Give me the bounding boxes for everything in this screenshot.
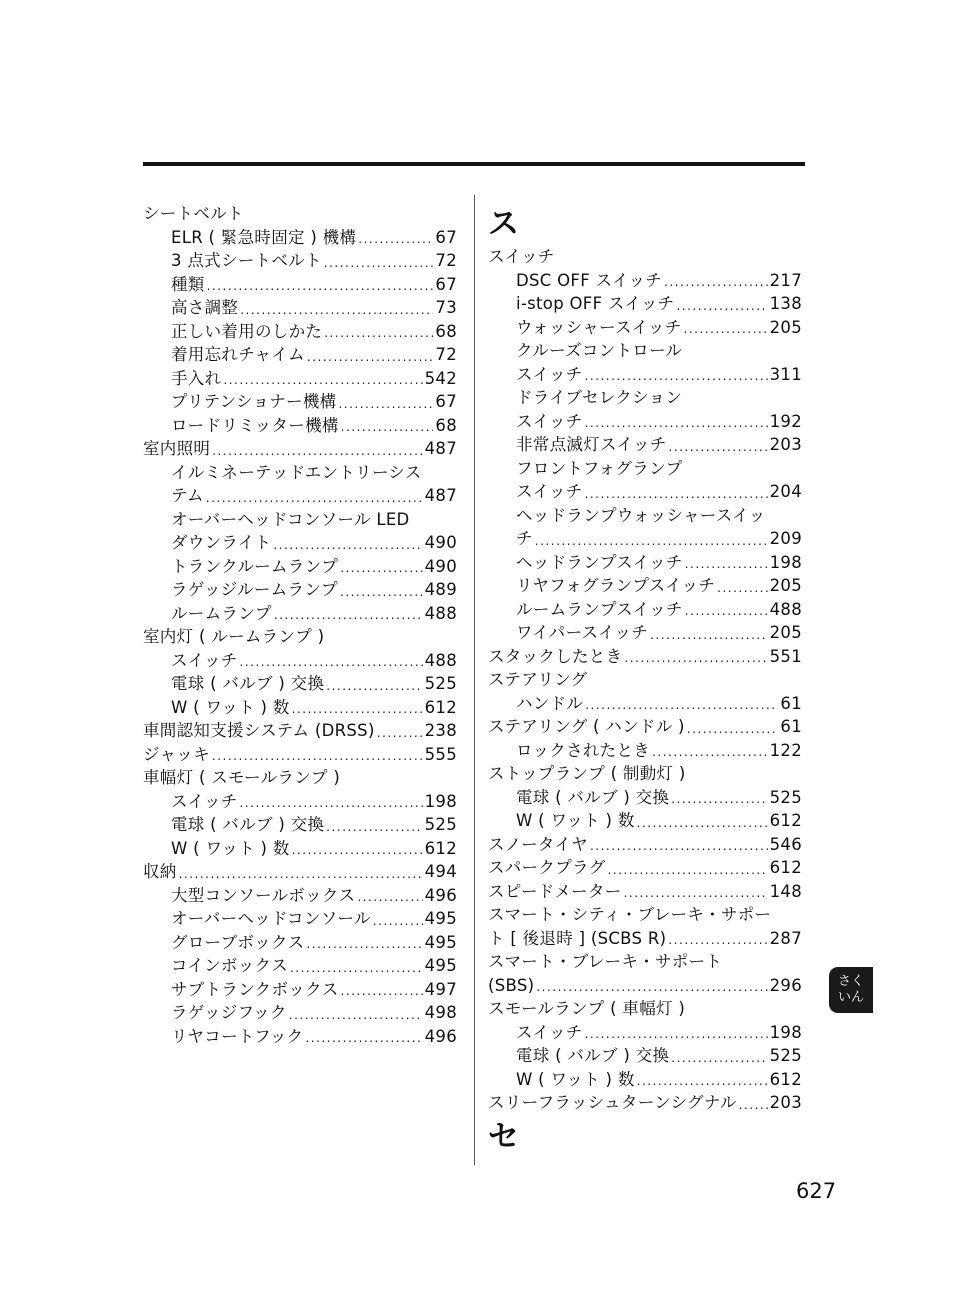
- entry-text: W ( ワット ) 数: [516, 1069, 635, 1089]
- index-subentry: [488, 339, 802, 363]
- dot-leader: [290, 959, 423, 978]
- dot-leader: [377, 724, 423, 743]
- entry-text: ハンドル: [516, 693, 584, 713]
- index-subentry: [143, 649, 457, 673]
- entry-page-number: 525: [424, 815, 457, 834]
- index-subentry: [143, 672, 457, 696]
- index-subentry: [143, 837, 457, 861]
- entry-page-number: 61: [780, 693, 802, 713]
- index-subentry: [143, 296, 457, 320]
- entry-text: スタックしたとき: [488, 646, 623, 666]
- entry-text: W ( ワット ) 数: [171, 697, 290, 717]
- dot-leader: [212, 747, 423, 766]
- entry-page-number: 72: [435, 345, 457, 364]
- entry-text: ELR ( 緊急時固定 ) 機構: [171, 227, 357, 247]
- entry-page-number: 487: [424, 486, 457, 505]
- dot-leader: [650, 626, 768, 645]
- index-subentry: [488, 363, 802, 387]
- entry-text: i-stop OFF スイッチ: [516, 294, 675, 313]
- dot-leader: [739, 1096, 768, 1115]
- index-entry: [488, 856, 802, 880]
- top-rule: [143, 162, 805, 166]
- entry-page-number: 217: [769, 270, 802, 290]
- index-subentry: [143, 320, 457, 344]
- dot-leader: [671, 1049, 767, 1068]
- dot-leader: [338, 395, 433, 414]
- entry-text: (SBS): [488, 975, 535, 995]
- index-subentry: [143, 696, 457, 720]
- entry-text: DSC OFF スイッチ: [516, 270, 663, 290]
- dot-leader: [307, 348, 433, 367]
- index-subentry: [488, 292, 802, 316]
- dot-leader: [652, 743, 768, 762]
- entry-text: スリーフラッシュターンシグナル: [488, 1093, 737, 1112]
- dot-leader: [624, 649, 767, 668]
- entry-text: グローブボックス: [171, 932, 305, 952]
- dot-leader: [585, 696, 778, 715]
- index-subentry: [143, 461, 457, 485]
- index-subentry: [488, 1044, 802, 1068]
- entry-page-number: 72: [435, 251, 457, 270]
- index-entry: [488, 762, 802, 786]
- dot-leader: [289, 1006, 423, 1025]
- entry-page-number: 287: [769, 928, 802, 948]
- entry-page-number: 525: [769, 787, 802, 807]
- dot-leader: [668, 931, 767, 950]
- dot-leader: [240, 794, 423, 813]
- entry-page-number: 488: [769, 599, 802, 619]
- dot-leader: [671, 790, 767, 809]
- page-number: 627: [796, 1179, 837, 1203]
- entry-page-number: 122: [769, 740, 802, 760]
- index-subentry: [143, 954, 457, 978]
- entry-page-number: 209: [769, 529, 802, 548]
- entry-text: ト [ 後退時 ] (SCBS R): [488, 928, 667, 948]
- entry-text: ラゲッジフック: [171, 1003, 287, 1022]
- index-entry: [488, 974, 802, 998]
- dot-leader: [373, 912, 423, 931]
- dot-leader: [717, 579, 767, 598]
- entry-page-number: 488: [424, 603, 457, 623]
- dot-leader: [637, 814, 768, 833]
- entry-text: ロックされたとき: [516, 740, 651, 760]
- entry-page-number: 490: [424, 556, 457, 576]
- dot-leader: [585, 414, 768, 433]
- index-subentry: [143, 508, 457, 532]
- entry-page-number: 546: [769, 834, 802, 854]
- entry-page-number: 612: [424, 838, 457, 858]
- entry-text: 車間認知支援システム (DRSS): [143, 721, 375, 740]
- entry-page-number: 496: [424, 885, 457, 905]
- entry-text: W ( ワット ) 数: [171, 838, 290, 858]
- index-subentry: [143, 484, 457, 508]
- entry-text: スイッチ: [516, 482, 583, 501]
- entry-text: 大型コンソールボックス: [171, 885, 356, 905]
- index-subentry: [488, 504, 802, 528]
- entry-text: 種類: [171, 274, 205, 294]
- entry-text: プリテンショナー機構: [171, 392, 337, 411]
- index-entry: [143, 719, 457, 743]
- entry-page-number: 138: [769, 294, 802, 313]
- index-entry: [488, 668, 802, 692]
- entry-page-number: 67: [435, 227, 457, 247]
- dot-leader: [274, 606, 423, 625]
- entry-text: 手入れ: [171, 368, 222, 388]
- entry-text: 電球 ( バルブ ) 交換: [516, 787, 670, 807]
- dot-leader: [585, 485, 768, 504]
- dot-leader: [358, 230, 433, 249]
- entry-page-number: 498: [424, 1003, 457, 1022]
- index-entry: [488, 950, 802, 974]
- entry-text: ダウンライト: [171, 533, 272, 552]
- entry-page-number: 489: [424, 580, 457, 599]
- index-subentry: [143, 249, 457, 273]
- dot-leader: [340, 583, 423, 602]
- entry-text: リヤコートフック: [171, 1026, 304, 1046]
- dot-leader: [664, 273, 767, 292]
- index-subentry: [143, 931, 457, 955]
- dot-leader: [341, 982, 423, 1001]
- entry-text: ウォッシャースイッチ: [516, 317, 682, 337]
- entry-text: 電球 ( バルブ ) 交換: [171, 674, 325, 693]
- index-subentry: [488, 809, 802, 833]
- entry-page-number: 204: [769, 482, 802, 501]
- entry-page-number: 488: [424, 650, 457, 670]
- entry-page-number: 487: [424, 439, 457, 458]
- dot-leader: [326, 818, 422, 837]
- dot-leader: [687, 720, 779, 739]
- entry-page-number: 490: [424, 533, 457, 552]
- entry-text: W ( ワット ) 数: [516, 811, 635, 830]
- entry-page-number: 68: [435, 415, 457, 435]
- index-subentry: [488, 316, 802, 340]
- entry-text: 室内灯 ( ルームランプ ): [143, 627, 325, 646]
- entry-text: 着用忘れチャイム: [171, 345, 305, 364]
- dot-leader: [340, 559, 422, 578]
- index-entry: [488, 1091, 802, 1115]
- entry-page-number: 612: [769, 858, 802, 877]
- index-subentry: [143, 273, 457, 297]
- dot-leader: [357, 888, 422, 907]
- index-column-left: [143, 202, 457, 1048]
- index-entry: [143, 860, 457, 884]
- entry-page-number: 296: [769, 975, 802, 995]
- dot-leader: [624, 884, 768, 903]
- dot-leader: [326, 677, 422, 696]
- entry-text: ステアリング: [488, 670, 588, 689]
- entry-text: リヤフォグランプスイッチ: [516, 576, 716, 595]
- index-subentry: [488, 786, 802, 810]
- index-entry: [488, 645, 802, 669]
- dot-leader: [608, 861, 768, 880]
- entry-text: 車幅灯 ( スモールランプ ): [143, 768, 341, 787]
- entry-text: 3 点式シートベルト: [171, 251, 322, 270]
- entry-text: スノータイヤ: [488, 834, 588, 854]
- entry-text: スイッチ: [516, 411, 583, 431]
- dot-leader: [223, 371, 422, 390]
- dot-leader: [685, 555, 768, 574]
- dot-leader: [292, 841, 423, 860]
- entry-text: ドライブセレクション: [516, 388, 683, 407]
- entry-text: チ: [516, 529, 533, 548]
- dot-leader: [585, 367, 768, 386]
- entry-text: ストップランプ ( 制動灯 ): [488, 764, 686, 783]
- dot-leader: [535, 532, 768, 551]
- entry-text: クルーズコントロール: [516, 341, 683, 360]
- entry-page-number: 203: [769, 1093, 802, 1112]
- index-subentry: [143, 555, 457, 579]
- entry-page-number: 148: [769, 881, 802, 901]
- index-column-right: [488, 205, 802, 1115]
- entry-text: オーバーヘッドコンソール: [171, 909, 371, 928]
- entry-page-number: 67: [435, 274, 457, 294]
- entry-text: スイッチ: [171, 791, 238, 811]
- index-entry: [488, 880, 802, 904]
- entry-text: トランクルームランプ: [171, 556, 339, 576]
- entry-text: ロードリミッター機構: [171, 415, 339, 435]
- entry-text: 正しい着用のしかた: [171, 321, 323, 341]
- index-subentry: [143, 343, 457, 367]
- dot-leader: [305, 1029, 422, 1048]
- entry-text: フロントフォグランプ: [516, 458, 683, 478]
- entry-text: オーバーヘッドコンソール LED: [171, 509, 410, 529]
- index-side-tab[interactable]: [829, 967, 873, 1013]
- entry-page-number: 495: [424, 932, 457, 952]
- index-subentry: [143, 226, 457, 250]
- entry-page-number: 205: [769, 576, 802, 595]
- index-subentry: [488, 739, 802, 763]
- entry-text: シートベルト: [143, 204, 244, 223]
- dot-leader: [637, 1072, 768, 1091]
- entry-text: スモールランプ ( 車幅灯 ): [488, 999, 686, 1018]
- dot-leader: [585, 1025, 768, 1044]
- dot-leader: [207, 277, 434, 296]
- entry-page-number: 555: [424, 744, 457, 764]
- dot-leader: [179, 865, 423, 884]
- entry-text: スマート・ブレーキ・サポート: [488, 952, 723, 971]
- entry-text: スイッチ: [171, 650, 238, 670]
- entry-page-number: 205: [769, 623, 802, 642]
- entry-text: ルームランプ: [171, 603, 272, 623]
- dot-leader: [590, 837, 768, 856]
- dot-leader: [240, 653, 423, 672]
- dot-leader: [324, 324, 433, 343]
- entry-page-number: 73: [435, 298, 457, 317]
- index-subentry: [143, 367, 457, 391]
- index-subentry: [143, 790, 457, 814]
- index-subentry: [143, 1001, 457, 1025]
- entry-text: 収納: [143, 862, 177, 881]
- index-subentry: [143, 414, 457, 438]
- entry-text: ステアリング ( ハンドル ): [488, 717, 685, 736]
- index-subentry: [143, 907, 457, 931]
- dot-leader: [306, 935, 422, 954]
- entry-page-number: 198: [769, 1022, 802, 1042]
- entry-text: ジャッキ: [143, 744, 210, 764]
- entry-page-number: 203: [769, 435, 802, 454]
- dot-leader: [676, 297, 767, 316]
- index-subentry: [488, 433, 802, 457]
- index-entry: [488, 997, 802, 1021]
- index-subentry: [488, 1021, 802, 1045]
- entry-page-number: 192: [769, 411, 802, 431]
- entry-page-number: 551: [769, 646, 802, 666]
- index-subentry: [488, 386, 802, 410]
- entry-text: コインボックス: [171, 956, 288, 975]
- index-subentry: [488, 1068, 802, 1092]
- index-subentry: [143, 884, 457, 908]
- index-subentry: [488, 692, 802, 716]
- dot-leader: [669, 438, 768, 457]
- entry-text: ヘッドランプウォッシャースイッ: [516, 505, 766, 525]
- entry-text: スマート・シティ・ブレーキ・サポー: [488, 905, 772, 924]
- entry-page-number: 494: [424, 862, 457, 881]
- dot-leader: [212, 442, 422, 461]
- entry-page-number: 525: [769, 1046, 802, 1065]
- entry-text: ヘッドランプスイッチ: [516, 552, 683, 572]
- side-tab-line-1: さく: [837, 974, 864, 989]
- index-subentry: [488, 621, 802, 645]
- index-entry: [488, 245, 802, 269]
- index-subentry: [488, 457, 802, 481]
- index-subentry: [143, 602, 457, 626]
- entry-text: スイッチ: [488, 247, 555, 266]
- entry-page-number: 61: [780, 717, 802, 736]
- dot-leader: [536, 978, 767, 997]
- index-subentry: [488, 551, 802, 575]
- index-entry: [488, 715, 802, 739]
- entry-page-number: 612: [769, 1069, 802, 1089]
- index-entry: [143, 625, 457, 649]
- index-entry: [143, 743, 457, 767]
- entry-text: テム: [171, 486, 204, 505]
- entry-page-number: 311: [769, 364, 802, 384]
- index-subentry: [488, 527, 802, 551]
- entry-page-number: 612: [769, 811, 802, 830]
- index-subentry: [488, 598, 802, 622]
- entry-page-number: 525: [424, 674, 457, 693]
- index-subentry: [143, 578, 457, 602]
- entry-text: 非常点滅灯スイッチ: [516, 435, 667, 454]
- entry-page-number: 542: [424, 368, 457, 388]
- entry-text: ラゲッジルームランプ: [171, 580, 338, 599]
- entry-text: ルームランプスイッチ: [516, 599, 683, 619]
- index-subentry: [143, 978, 457, 1002]
- index-subentry: [488, 574, 802, 598]
- dot-leader: [206, 489, 423, 508]
- entry-page-number: 497: [424, 979, 457, 999]
- dot-leader: [685, 602, 768, 621]
- index-entry: [488, 903, 802, 927]
- entry-text: イルミネーテッドエントリーシス: [171, 462, 422, 482]
- index-subentry: [488, 410, 802, 434]
- entry-page-number: 495: [424, 909, 457, 928]
- entry-page-number: 205: [769, 317, 802, 337]
- index-subentry: [143, 1025, 457, 1049]
- dot-leader: [240, 301, 433, 320]
- entry-text: スイッチ: [516, 1022, 583, 1042]
- entry-text: 高さ調整: [171, 298, 239, 317]
- entry-text: スパークプラグ: [488, 858, 606, 877]
- section-heading-su: ス: [488, 206, 519, 242]
- dot-leader: [292, 700, 423, 719]
- index-entry: [143, 202, 457, 226]
- index-subentry: [488, 480, 802, 504]
- entry-text: スピードメーター: [488, 881, 622, 901]
- dot-leader: [324, 254, 434, 273]
- entry-text: サブトランクボックス: [171, 979, 339, 999]
- entry-page-number: 68: [435, 321, 457, 341]
- index-subentry: [143, 813, 457, 837]
- section-heading-se: セ: [488, 1119, 519, 1155]
- entry-page-number: 495: [424, 956, 457, 975]
- index-subentry: [488, 269, 802, 293]
- index-subentry: [143, 390, 457, 414]
- entry-text: 電球 ( バルブ ) 交換: [171, 815, 325, 834]
- entry-text: ワイパースイッチ: [516, 623, 649, 642]
- entry-page-number: 198: [424, 791, 457, 811]
- entry-page-number: 612: [424, 697, 457, 717]
- index-entry: [143, 437, 457, 461]
- index-entry: [488, 927, 802, 951]
- index-subentry: [143, 531, 457, 555]
- section-su-entries: [488, 245, 802, 1115]
- entry-text: 電球 ( バルブ ) 交換: [516, 1046, 670, 1065]
- dot-leader: [273, 536, 422, 555]
- entry-text: スイッチ: [516, 364, 583, 384]
- entry-page-number: 67: [435, 392, 457, 411]
- index-entry: [488, 833, 802, 857]
- entry-page-number: 496: [424, 1026, 457, 1046]
- column-divider: [474, 195, 475, 1165]
- side-tab-line-2: いん: [837, 990, 864, 1005]
- entry-page-number: 238: [424, 721, 457, 740]
- entry-page-number: 198: [769, 552, 802, 572]
- index-entry: [143, 766, 457, 790]
- dot-leader: [341, 418, 434, 437]
- dot-leader: [684, 320, 768, 339]
- entry-text: 室内照明: [143, 439, 211, 458]
